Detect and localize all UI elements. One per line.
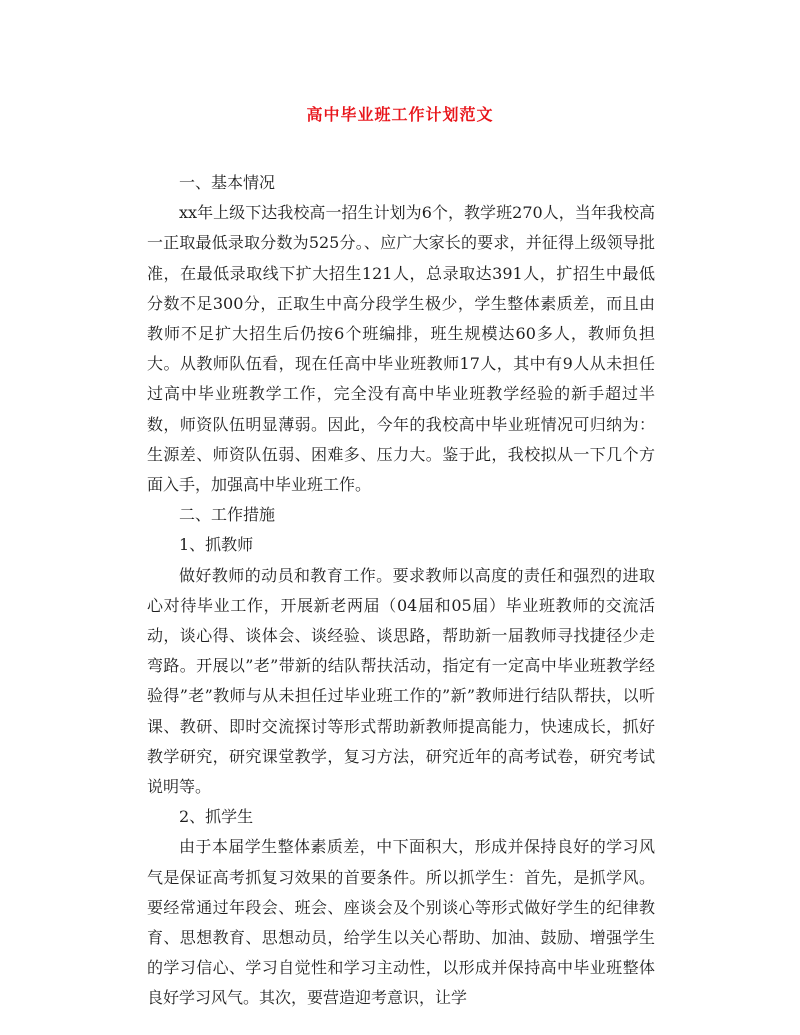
paragraph-basic-situation: xx年上级下达我校高一招生计划为6个，教学班270人，当年我校高一正取最低录取分数为525分。、应广大家长的要求，并征得上级领导批准，在最低录取线下扩大招生121人，总录取达391人，扩招生中最低分数不足300分，正取生中高分段学生极少，学生整体素质差，而且由教师不足扩大招生后仍按6个班编排，班生规模达60多人，教师负担大。从教师队伍看，现在任高中毕业班教师17人，其中有9人从未担任过高中毕业班教学工作，完全没有高中毕业班教学经验的新手超过半数，师资队伍明显薄弱。因此，今年的我校高中毕业班情况可归纳为：生源差、师资队伍弱、困难多、压力大。鉴于此，我校拟从一下几个方面入手，加强高中毕业班工作。 [147, 203, 655, 495]
section-heading-basic-situation: 一、基本情况 [179, 173, 276, 192]
document-title: 高中毕业班工作计划范文 [306, 105, 494, 124]
section-heading-work-measures: 二、工作措施 [179, 505, 276, 525]
subheading-teachers: 1、抓教师 [179, 535, 254, 555]
document-body [147, 168, 655, 1014]
subheading-students: 2、抓学生 [179, 807, 254, 827]
paragraph-teachers: 做好教师的动员和教育工作。要求教师以高度的责任和强烈的进取心对待毕业工作，开展新老两届（04届和05届）毕业班教师的交流活动，谈心得、谈体会、谈经验、谈思路，帮助新一届教师寻找捷径少走弯路。开展以”老”带新的结队帮扶活动，指定有一定高中毕业班教学经验得”老”教师与从未担任过毕业班工作的”新”教师进行结队帮扶，以听课、教研、即时交流探讨等形式帮助新教师提高能力，快速成长，抓好教学研究，研究课堂教学，复习方法，研究近年的高考试卷，研究考试说明等。 [147, 565, 655, 797]
paragraph-students: 由于本届学生整体素质差，中下面积大，形成并保持良好的学习风气是保证高考抓复习效果的首要条件。所以抓学生：首先，是抓学风。要经常通过年段会、班会、座谈会及个别谈心等形式做好学生的纪律教育、思想教育、思想动员，给学生以关心帮助、加油、鼓励、增强学生的学习信心、学习自觉性和学习主动性，以形成并保持高中毕业班整体良好学习风气。其次，要营造迎考意识，让学 [147, 837, 655, 1008]
